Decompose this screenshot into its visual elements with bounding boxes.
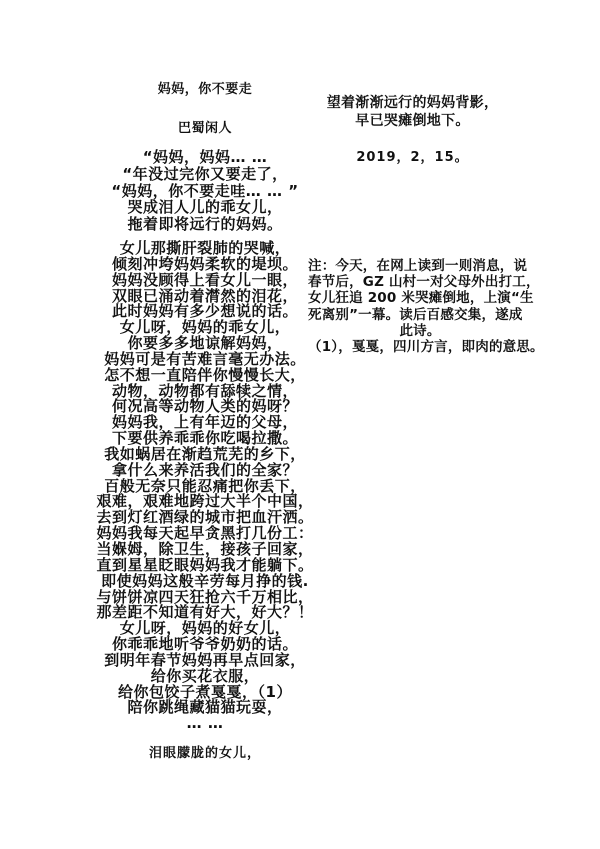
poem-line: 倾刻冲垮妈妈柔软的堤坝。 xyxy=(111,254,298,273)
poem-line: 女儿呀，妈妈的好女儿， xyxy=(119,619,291,638)
note-line: 此诗。 xyxy=(399,322,441,339)
poem-line: 拖着即将远行的妈妈。 xyxy=(127,215,283,234)
poem-line: 妈妈我，上有年迈的父母， xyxy=(111,413,298,432)
poem-ending-block xyxy=(315,95,510,166)
poem-line: 女儿那撕肝裂肺的哭喊， xyxy=(119,238,291,257)
poem-line: 你乖乖地听爷爷奶奶的话。 xyxy=(111,635,298,654)
poem-line: … … xyxy=(186,714,224,733)
poem-line: 你要多多地谅解妈妈， xyxy=(127,334,283,353)
poem-line: 拿什么来养活我们的全家？ xyxy=(111,460,298,479)
poem-line: 何况高等动物人类的妈呀？ xyxy=(111,397,298,416)
poem-line: 哭成泪人儿的乖女儿， xyxy=(127,198,283,217)
poem-line: “妈妈，你不要走哇… … ” xyxy=(111,181,299,200)
poem-line: 此时妈妈有多少想说的话。 xyxy=(111,302,298,321)
poem-line: 怎不想一直陪伴你慢慢长大， xyxy=(104,365,306,384)
poem-line: 即使妈妈这般辛劳每月挣的钱. xyxy=(101,571,309,590)
poem-stanza-1 xyxy=(75,149,335,233)
poem-line: 动物，动物都有舔犊之情， xyxy=(111,381,298,400)
poem-title: 妈妈，你不要走 xyxy=(157,82,253,97)
poem-date: 2019，2，15。 xyxy=(356,150,469,165)
poem-line: 早已哭瘫倒地下。 xyxy=(355,112,470,129)
poem-line: 望着渐渐远行的妈妈背影， xyxy=(326,95,499,111)
poem-line: 百般无奈只能忍痛把你丢下， xyxy=(104,476,306,495)
poem-line: 给你买花衣服， xyxy=(150,666,260,685)
poem-line: 给你包饺子煮戛戛，（1） xyxy=(118,682,292,701)
note-line: （1），戛戛，四川方言，即肉的意思。 xyxy=(308,339,544,356)
poem-line: 那差距不知道有好大，好大？！ xyxy=(96,603,314,622)
poem-line: 艰难，艰难地跨过大半个中国， xyxy=(96,492,314,511)
note-line: 死离别”一幕。读后百感交集，遂成 xyxy=(308,306,523,323)
poem-line: 去到灯红酒绿的城市把血汗洒。 xyxy=(96,508,314,527)
poem-line: 女儿呀，妈妈的乖女儿， xyxy=(119,318,291,337)
poem-line: 妈妈可是有苦难言毫无办法。 xyxy=(104,349,306,368)
poem-line: 我如蜗居在渐趋荒芜的乡下， xyxy=(104,444,306,463)
poem-closing-line: 泪眼朦胧的女儿， xyxy=(148,746,261,762)
note-line: 女儿狂追 200 米哭瘫倒地，上演“生 xyxy=(308,290,534,307)
ending-lines xyxy=(315,95,510,130)
note-line: 注：今天，在网上读到一则消息，说 xyxy=(308,258,528,274)
poem-line: “妈妈，妈妈… … xyxy=(142,148,268,166)
poem-line: 下要供养乖乖你吃喝拉撒。 xyxy=(111,429,298,448)
poem-column xyxy=(75,81,335,762)
poem-body xyxy=(75,238,335,733)
poem-line: 与饼饼凉四天狂抢六千万相比， xyxy=(96,587,314,606)
poem-line: 双眼已涌动着潸然的泪花， xyxy=(111,286,298,305)
poem-line: 直到星星眨眼妈妈我才能躺下。 xyxy=(96,555,314,574)
poem-author: 巴蜀闲人 xyxy=(177,121,232,136)
poem-line: 到明年春节妈妈再早点回家， xyxy=(104,650,306,669)
poem-line: 陪你跳绳藏猫猫玩耍， xyxy=(127,698,283,717)
poem-line: 妈妈我每天起早贪黑打几份工： xyxy=(96,524,314,543)
poem-line: 妈妈没顾得上看女儿一眼， xyxy=(111,270,298,289)
author-note xyxy=(308,258,544,356)
note-line: 春节后，GZ 山村一对父母外出打工， xyxy=(308,274,540,291)
poem-line: 当媬姆，除卫生，接孩子回家， xyxy=(96,540,314,559)
poem-line: “年没过完你又要走了， xyxy=(122,164,288,183)
